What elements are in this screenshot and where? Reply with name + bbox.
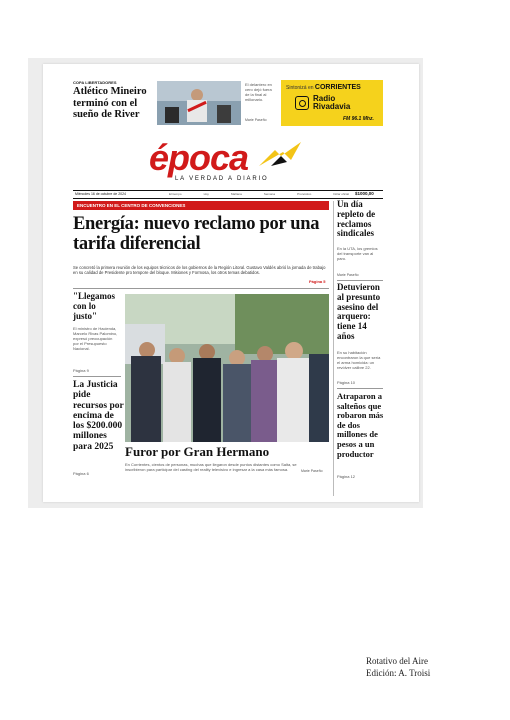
price: $1000,00	[355, 191, 374, 196]
bar-item: Mañana	[230, 192, 242, 196]
ad-kicker: Sintonizá en	[286, 85, 314, 91]
justice-page: Página 6	[73, 471, 89, 476]
section-bar	[73, 201, 329, 210]
photo-credit: Marie Paseño	[245, 118, 267, 122]
credit-line1: Rotativo del Aire	[366, 656, 428, 666]
ad-frequency: FM 96.1 Mhz.	[343, 116, 374, 122]
right-story3-headline[interactable]: Atraparon a salteños que robaron más de dos millones de pesos a un productor	[337, 391, 384, 459]
bar-item: Dólar oficial	[333, 192, 349, 196]
logo-tagline: LA VERDAD A DIARIO	[175, 176, 269, 182]
radio-icon	[295, 96, 309, 110]
photo-story-credit: Marie Paseño	[301, 469, 323, 473]
section-label: ENCUENTRO EN EL CENTRO DE CONVENCIONES	[77, 203, 186, 208]
divider	[73, 288, 329, 289]
top-headline[interactable]: Atlético Mineiro terminó con el sueño de River	[73, 86, 147, 120]
masthead-logo[interactable]	[149, 138, 305, 186]
justice-headline[interactable]: La Justicia pide recursos por encima de los $200.000 millones para 2025	[73, 380, 124, 452]
lead-body: Se concretó la primera reunión de los equipos técnicos de los gobiernos de la Región Litoral. Gustavo Valdés abrió la jornada de trabajo en su calidad de Presidente pro tempore del bloque. Misiones y Formosa, los otros temas debatidos.	[73, 265, 326, 275]
photo-story-body: En Corrientes, cientos de personas, muchas que llegaron desde puntos distantes como Salta, se inscribieron para participar del casting del reality televisivo e ingresar a la casa más famosa.	[125, 462, 297, 472]
lead-page-ref: Página 5	[309, 279, 326, 284]
photo-caption: El delantero en cero dejó fuera de la final al millonario.	[245, 82, 272, 102]
radio-ad[interactable]	[281, 80, 383, 126]
divider	[337, 388, 383, 389]
divider	[73, 376, 121, 377]
top-kicker: COPA LIBERTADORES	[73, 80, 117, 85]
date-bar	[73, 190, 383, 199]
column-rule	[333, 201, 334, 496]
quote-headline[interactable]: "Llegamos con lo justo"	[73, 291, 115, 321]
date: Miércoles 16 de octubre de 2024	[75, 192, 126, 196]
logo-text: época	[149, 137, 249, 178]
ad-station-line2: Rivadavia	[313, 102, 351, 111]
right-story2-page: Página 10	[337, 380, 356, 385]
credit-line2: Edición: A. Troisi	[366, 668, 431, 678]
right-story2-headline[interactable]: Detuvieron al presunto asesino del arquero: tiene 14 años	[337, 282, 381, 341]
crowd-photo[interactable]	[125, 294, 329, 442]
logo-swoosh-icon	[257, 140, 305, 168]
football-photo[interactable]	[157, 81, 241, 125]
right-story3-page: Página 12	[337, 474, 356, 479]
divider	[337, 280, 383, 281]
bar-item: Semana	[263, 192, 276, 196]
quote-page: Página 9	[73, 368, 89, 373]
ad-city: CORRIENTES	[314, 84, 361, 91]
ad-station-line1: Radio	[313, 94, 336, 103]
bar-item: Pronóstico	[297, 192, 312, 196]
right-story1-page: Marie Paseño	[337, 273, 359, 277]
right-story1-headline[interactable]: Un día repleto de reclamos sindicales	[337, 199, 376, 239]
bar-item: El tiempo	[169, 192, 182, 196]
right-story1-body: En la UTA, los gremios del transporte van al paro.	[337, 246, 378, 261]
newspaper-cover	[43, 64, 419, 502]
right-story2-body: En su habitación encontraron la que sería el arma homicida: un revólver calibre 22.	[337, 350, 381, 370]
photo-story-headline[interactable]: Furor por Gran Hermano	[125, 444, 270, 459]
lead-headline[interactable]: Energía: nuevo reclamo por una tarifa diferencial	[73, 214, 320, 254]
quote-body: El ministro de Hacienda, Marcelo Rivas Palomino, expresó preocupación por el Presupuesto Nacional.	[73, 326, 118, 351]
bar-item: Hoy	[203, 192, 209, 196]
